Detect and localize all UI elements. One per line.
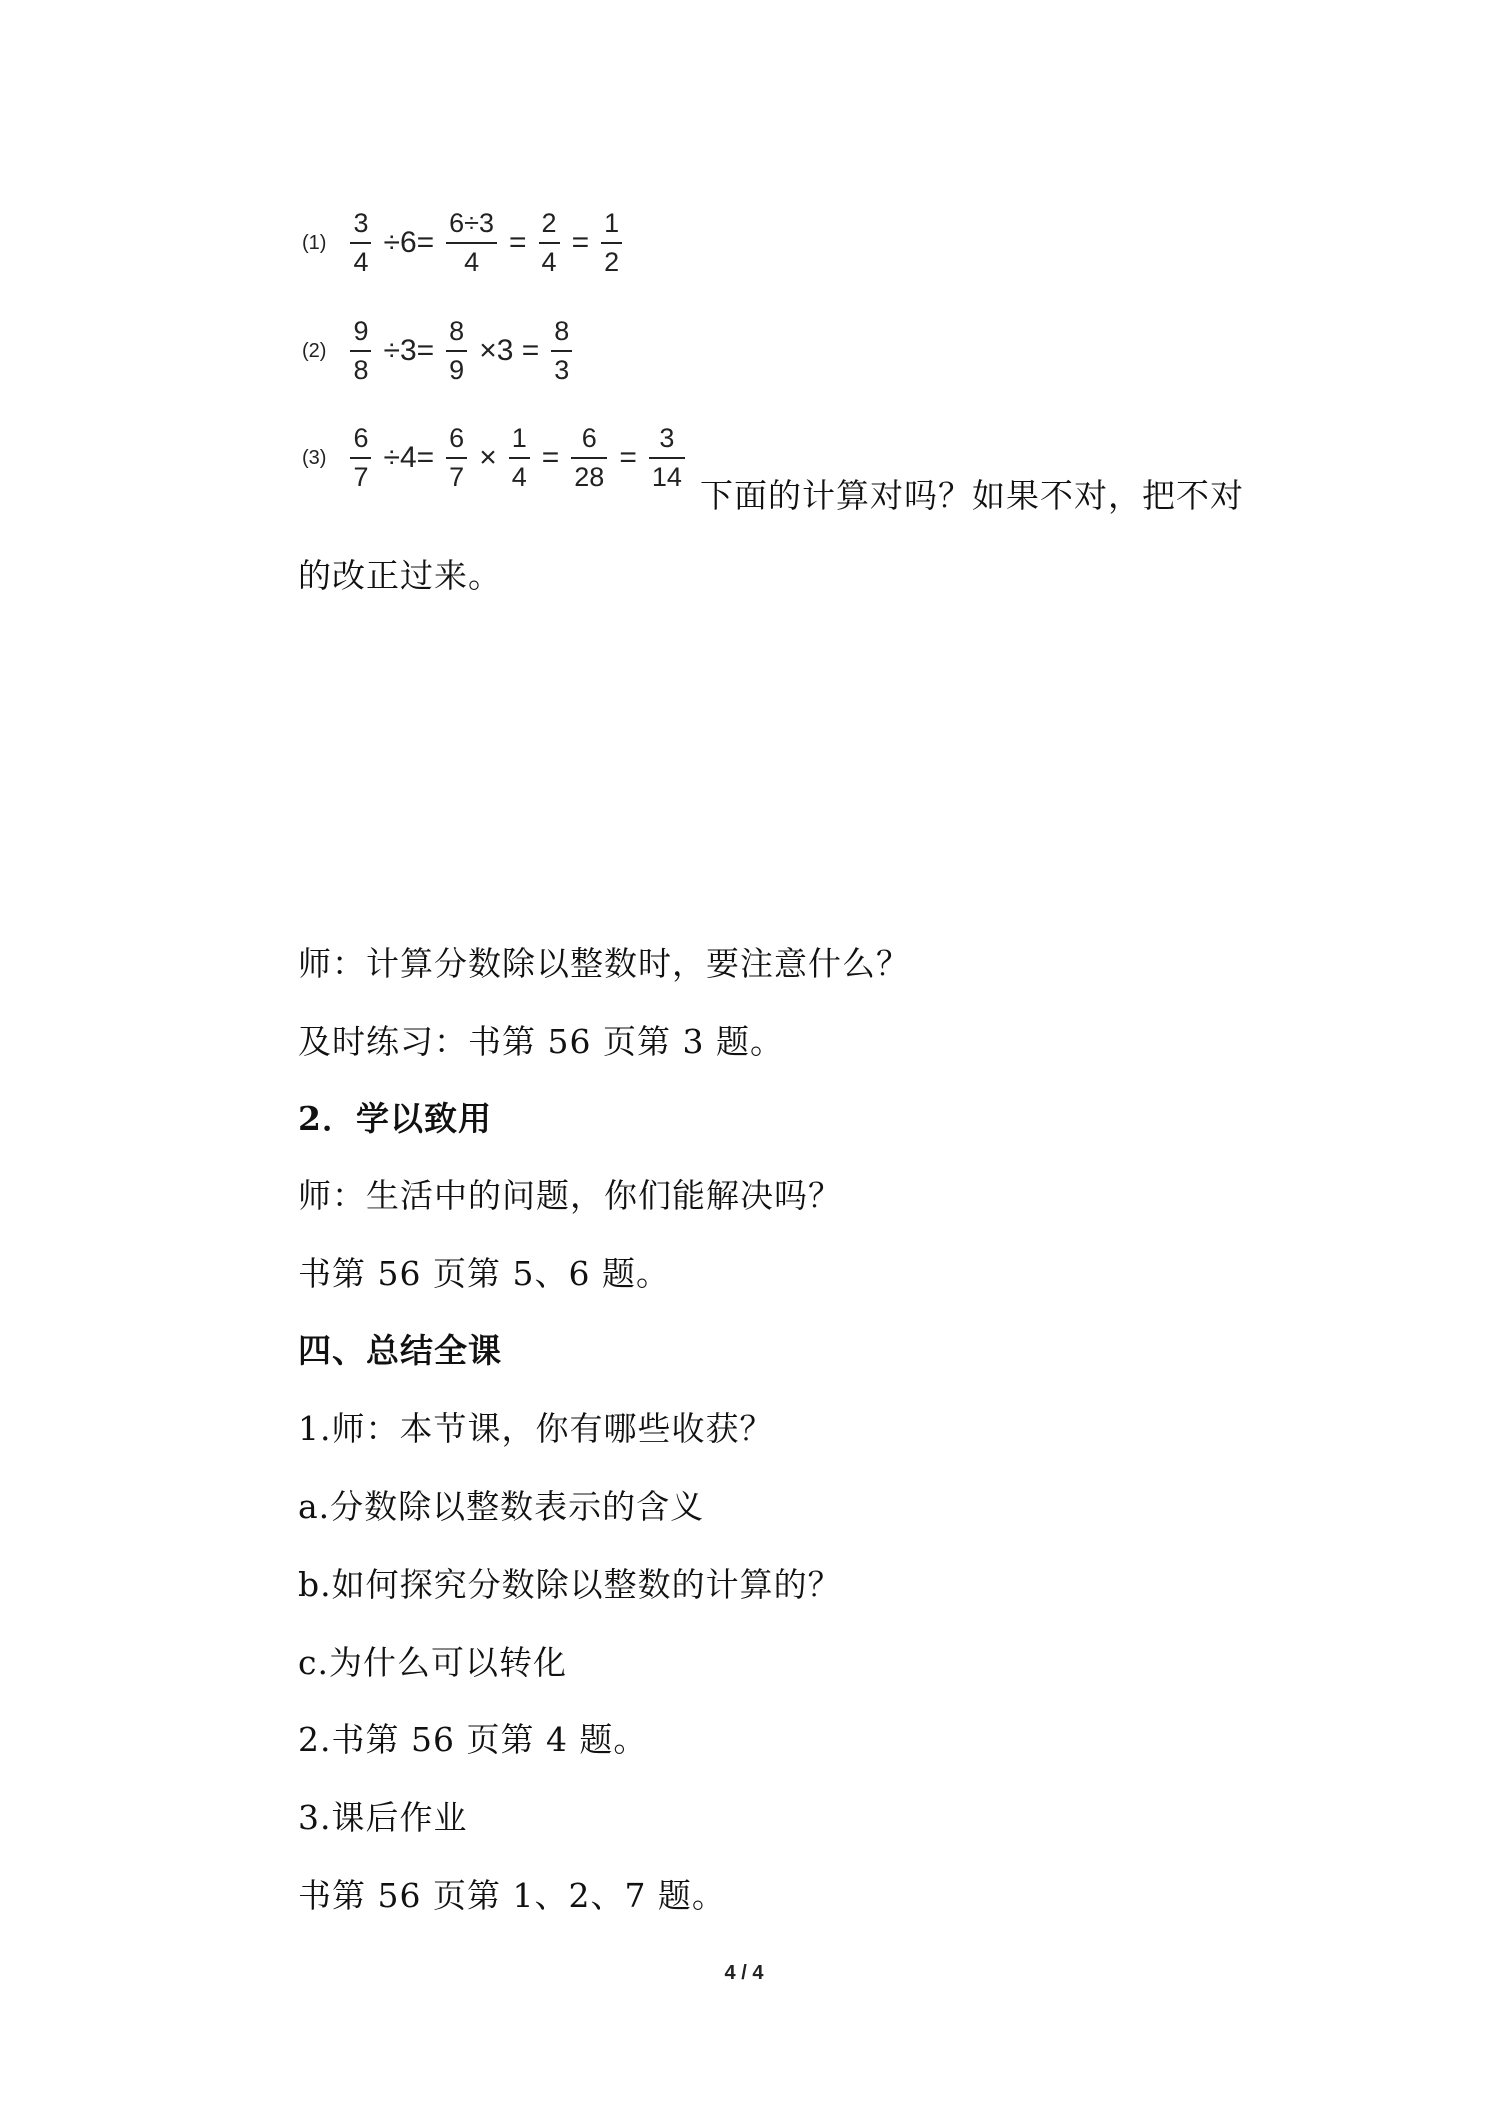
math-operator: =: [619, 441, 637, 474]
fraction-numerator: 8: [449, 316, 465, 346]
exercise-row: [302, 425, 691, 491]
fraction: [649, 425, 685, 491]
math-operator: =: [509, 226, 527, 259]
exercise-index: (1): [302, 231, 327, 254]
question-line-1: 下面的计算对吗？如果不对，把不对: [700, 476, 1244, 515]
math-operator: ×: [479, 441, 497, 474]
body-paragraph: 3.课后作业: [298, 1798, 468, 1837]
fraction-bar: [446, 350, 467, 352]
fraction-denominator: 28: [574, 462, 605, 492]
body-paragraph: b.如何探究分数除以整数的计算的？: [298, 1565, 842, 1604]
body-paragraph: 及时练习：书第 56 页第 3 题。: [298, 1022, 784, 1061]
fraction-bar: [509, 457, 530, 459]
fraction: [446, 210, 497, 276]
body-paragraph: 2.书第 56 页第 4 题。: [298, 1720, 648, 1759]
body-paragraph: 1.师：本节课，你有哪些收获？: [298, 1409, 774, 1448]
fraction: [350, 210, 371, 276]
body-paragraph: c.为什么可以转化: [298, 1643, 567, 1682]
page-number: 4 / 4: [724, 1962, 764, 1984]
fraction-bar: [539, 242, 560, 244]
fraction-denominator: 4: [464, 247, 480, 277]
fraction: [350, 318, 371, 384]
body-paragraph: 师：生活中的问题，你们能解决吗？: [298, 1176, 842, 1215]
exercise-row: [302, 318, 578, 384]
fraction-bar: [601, 242, 622, 244]
fraction-denominator: 7: [449, 462, 465, 492]
math-operator: ÷4=: [383, 441, 435, 474]
fraction-numerator: 1: [511, 423, 527, 453]
exercise-index: (3): [302, 446, 327, 469]
fraction-bar: [649, 457, 685, 459]
fraction-denominator: 3: [554, 355, 570, 385]
fraction-numerator: 6÷3: [449, 208, 495, 238]
fraction-denominator: 9: [449, 355, 465, 385]
fraction: [551, 318, 572, 384]
fraction-denominator: 4: [511, 462, 527, 492]
fraction-bar: [571, 457, 607, 459]
math-operator: ÷6=: [383, 226, 435, 259]
fraction-numerator: 6: [581, 423, 597, 453]
fraction-denominator: 7: [353, 462, 369, 492]
body-paragraph: 书第 56 页第 5、6 题。: [298, 1254, 670, 1293]
fraction-numerator: 1: [604, 208, 620, 238]
fraction-bar: [446, 457, 467, 459]
fraction-numerator: 2: [541, 208, 557, 238]
math-operator: =: [541, 441, 560, 474]
fraction: [601, 210, 622, 276]
fraction-bar: [446, 242, 497, 244]
exercise-index: (2): [302, 339, 327, 362]
body-paragraph: a.分数除以整数表示的含义: [298, 1487, 705, 1526]
fraction-numerator: 6: [353, 423, 369, 453]
math-operator: ×3 =: [479, 334, 540, 367]
fraction-numerator: 6: [449, 423, 465, 453]
question-line-2: 的改正过来。: [298, 556, 502, 595]
fraction: [350, 425, 371, 491]
body-paragraph: 书第 56 页第 1、2、7 题。: [298, 1876, 726, 1915]
section-heading: 四、总结全课: [298, 1331, 502, 1370]
fraction-denominator: 8: [353, 355, 369, 385]
fraction-denominator: 4: [541, 247, 557, 277]
fraction-denominator: 4: [353, 247, 369, 277]
fraction-denominator: 14: [651, 462, 682, 492]
fraction: [571, 425, 607, 491]
fraction-denominator: 2: [604, 247, 620, 277]
fraction-numerator: 3: [659, 423, 675, 453]
fraction-bar: [551, 350, 572, 352]
fraction: [446, 425, 467, 491]
section-heading: 2．学以致用: [298, 1099, 492, 1138]
exercise-row: [302, 210, 628, 276]
math-operator: =: [571, 226, 590, 259]
fraction-bar: [350, 242, 371, 244]
math-operator: ÷3=: [383, 334, 435, 367]
fraction-bar: [350, 350, 371, 352]
fraction-numerator: 8: [554, 316, 570, 346]
fraction: [539, 210, 560, 276]
fraction: [509, 425, 530, 491]
fraction: [446, 318, 467, 384]
fraction-numerator: 9: [353, 316, 369, 346]
body-paragraph: 师：计算分数除以整数时，要注意什么？: [298, 944, 910, 983]
fraction-bar: [350, 457, 371, 459]
fraction-numerator: 3: [353, 208, 369, 238]
